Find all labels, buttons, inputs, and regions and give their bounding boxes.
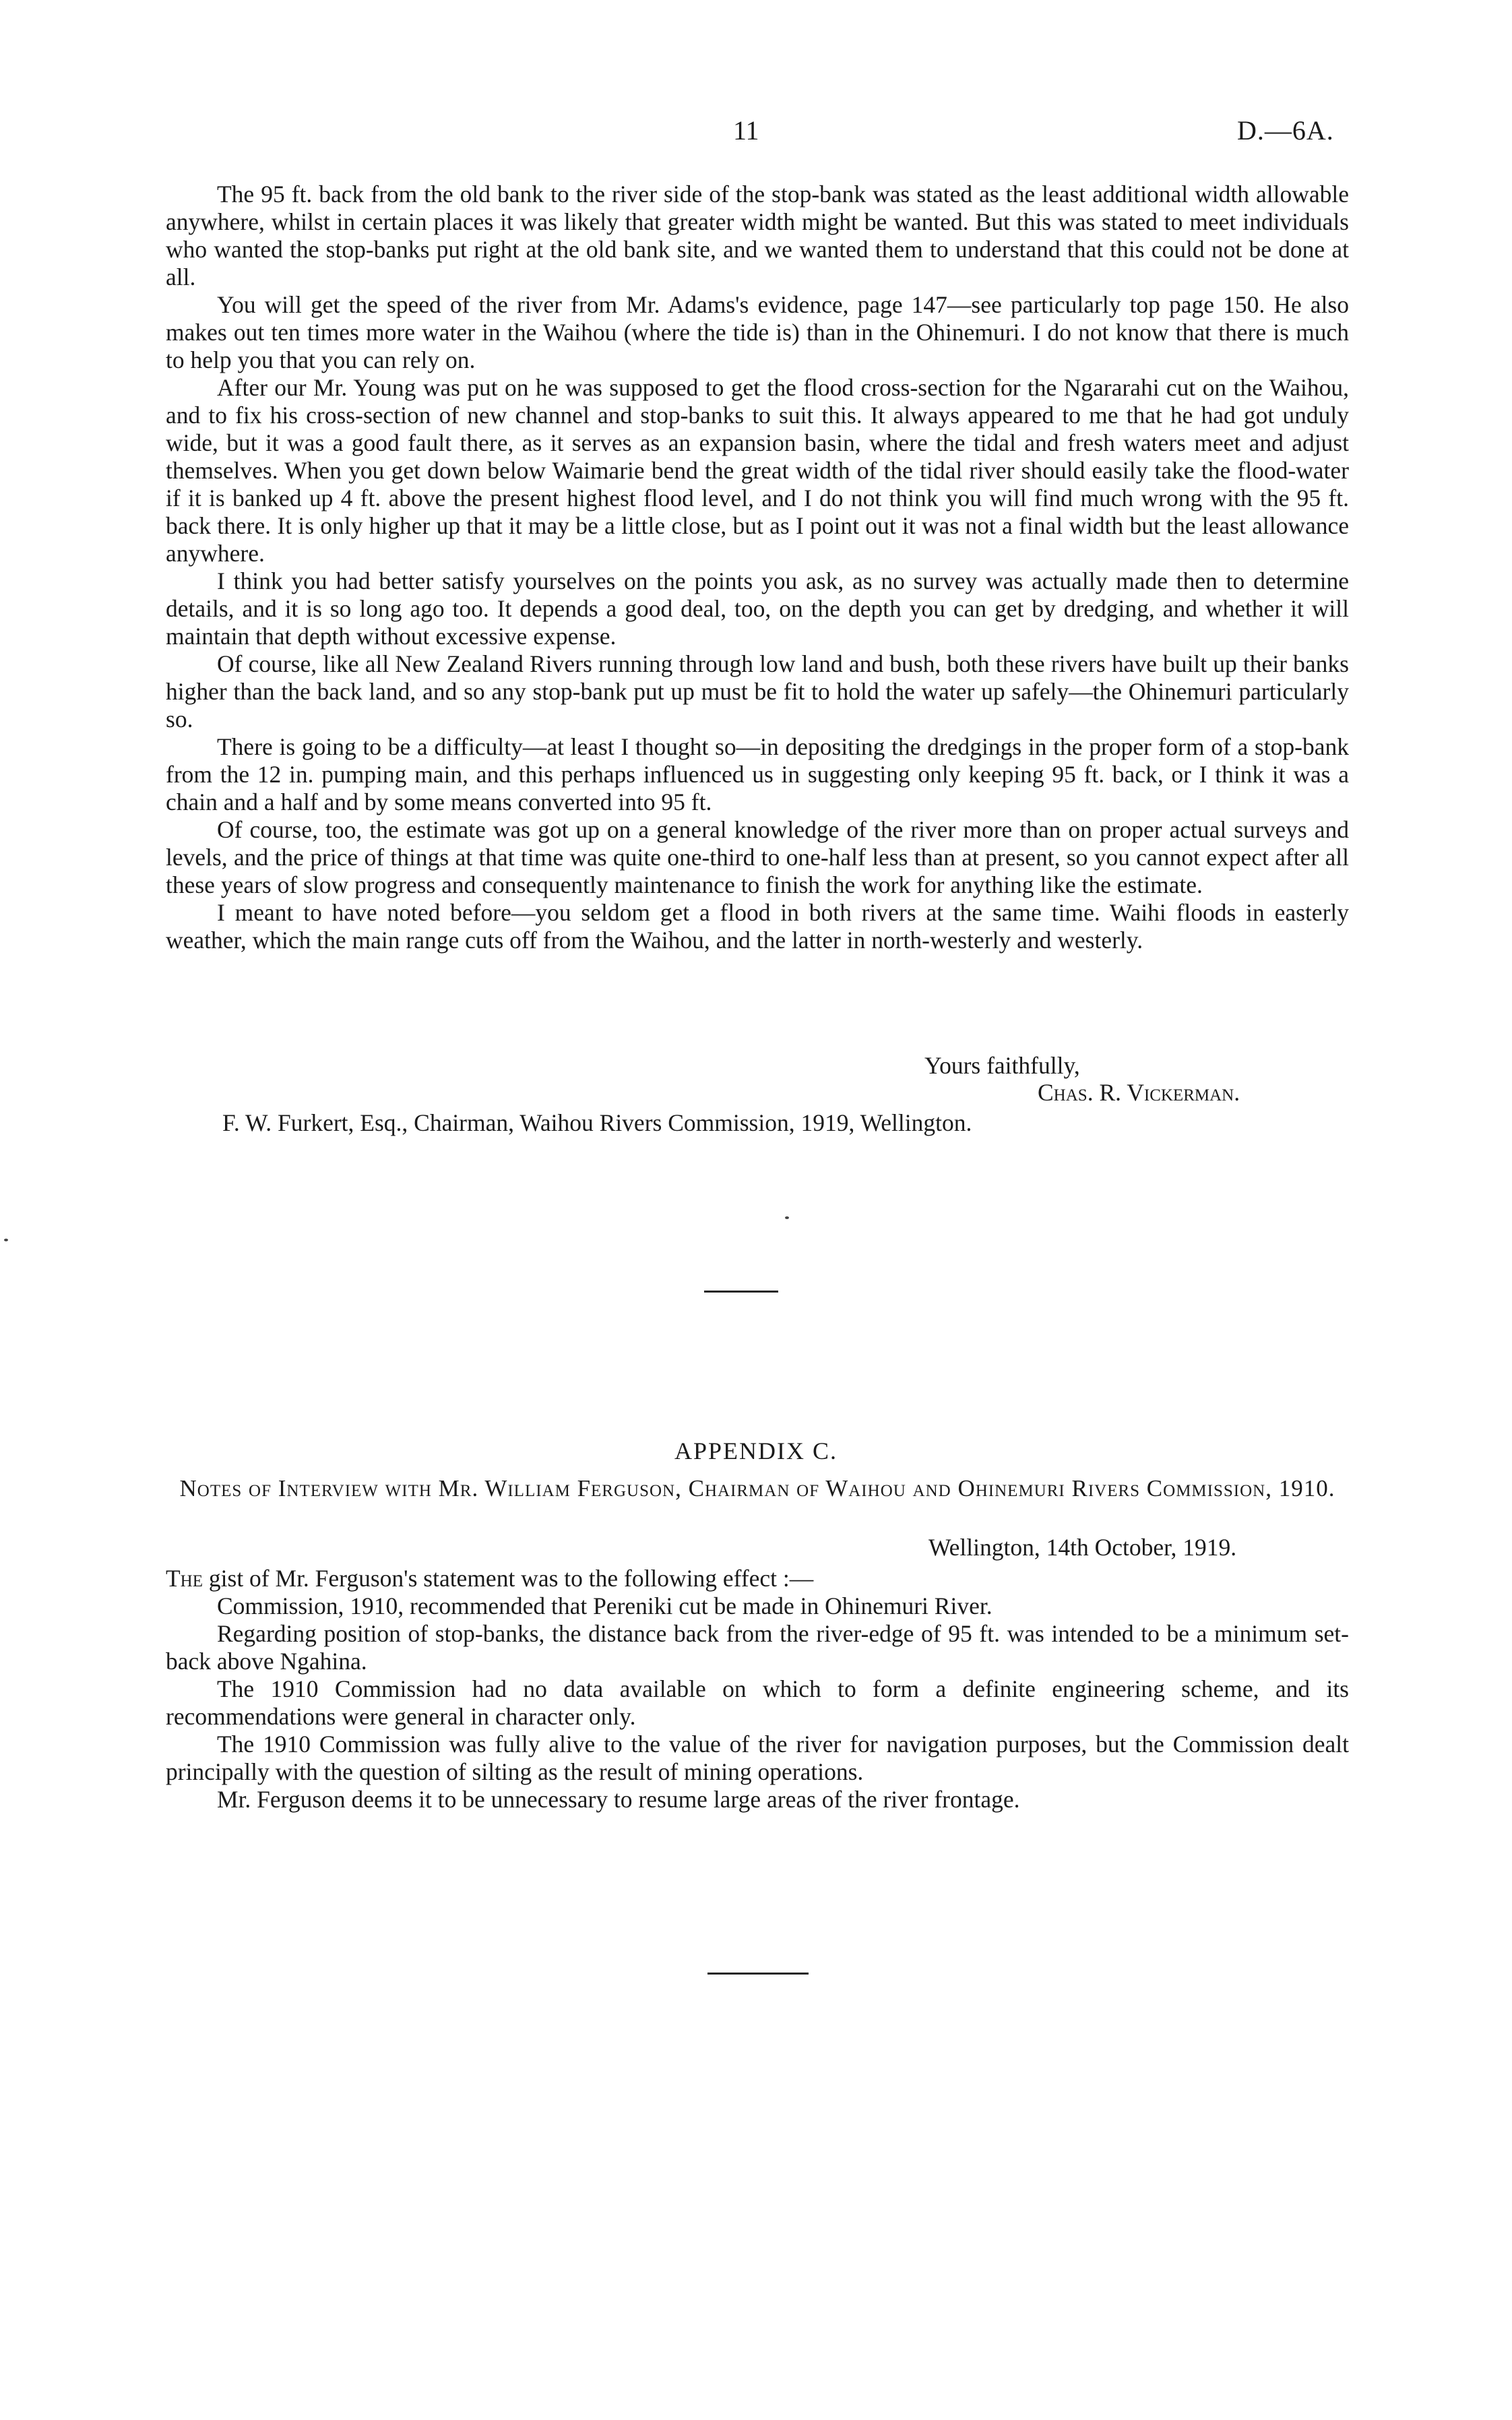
appendix-paragraph: Regarding position of stop-banks, the distance back from the river-edge of 95 ft. was intended to be a minimum set-back above Ngahina. xyxy=(166,1620,1349,1675)
letter-paragraph: The 95 ft. back from the old bank to the river side of the stop-bank was stated as the least additional width allowable anywhere, whilst in certain places it was likely that greater width might be wanted. But this was stated to meet individuals who wanted the stop-banks put right at the old bank site, and we wanted them to understand that this could not be done at all. xyxy=(166,181,1349,290)
page-header xyxy=(0,115,1512,155)
appendix-paragraph: Mr. Ferguson deems it to be unnecessary to resume large areas of the river frontage. xyxy=(217,1786,1020,1813)
appendix-lead xyxy=(166,1565,1349,1592)
section-divider xyxy=(707,1973,809,1975)
letter-paragraph: I think you had better satisfy yourselves on the points you ask, as no survey was actually made then to determine details, and it is so long ago too. It depends a good deal, too, on the depth you can get by dredging, and whether it will maintain that depth without excessive expense. xyxy=(166,567,1349,650)
appendix-subtitle: Notes of Interview with Mr. William Ferguson, Chairman of Waihou and Ohinemuri Rivers Commission, 1910. xyxy=(179,1475,1335,1501)
letter-paragraph: Of course, too, the estimate was got up on a general knowledge of the river more than on proper actual surveys and levels, and the price of things at that time was quite one-third to one-half less than at present, so you cannot expect after all these years of slow progress and consequently maintenance to finish the work for anything like the estimate. xyxy=(166,816,1349,898)
appendix-body xyxy=(166,1565,1349,1813)
letter-paragraph: There is going to be a difficulty—at least I thought so—in depositing the dredgings in the proper form of a stop-bank from the 12 in. pumping main, and this perhaps influenced us in suggesting only keeping 95 ft. back, or I think it was a chain and a half and by some means converted into 95 ft. xyxy=(166,733,1349,815)
letter-closing: Yours faithfully, xyxy=(924,1052,1080,1079)
letter-addressee: F. W. Furkert, Esq., Chairman, Waihou Rivers Commission, 1919, Wellington. xyxy=(222,1109,972,1136)
ink-speck xyxy=(785,1216,789,1219)
appendix-lead-word: The xyxy=(166,1565,203,1592)
page-number: 11 xyxy=(733,115,759,146)
ink-speck xyxy=(4,1239,8,1241)
letter-body xyxy=(166,181,1349,954)
appendix-paragraph: The 1910 Commission had no data available on which to form a definite engineering scheme, and its recommendations were general in character only. xyxy=(166,1675,1349,1730)
document-reference: D.—6A. xyxy=(1237,115,1334,146)
letter-signature: Chas. R. Vickerman. xyxy=(1038,1079,1240,1106)
appendix-title: APPENDIX C. xyxy=(674,1437,838,1464)
letter-paragraph: Of course, like all New Zealand Rivers running through low land and bush, both these rivers have built up their banks higher than the back land, and so any stop-bank put up must be fit to hold the water up safely—the Ohinemuri particularly so. xyxy=(166,650,1349,733)
section-divider xyxy=(704,1291,778,1293)
appendix-lead-text: gist of Mr. Ferguson's statement was to the following effect :— xyxy=(203,1565,814,1592)
appendix-paragraph: Commission, 1910, recommended that Pereniki cut be made in Ohinemuri River. xyxy=(217,1592,993,1619)
appendix-dateline: Wellington, 14th October, 1919. xyxy=(928,1534,1237,1561)
letter-paragraph: You will get the speed of the river from Mr. Adams's evidence, page 147—see particularly top page 150. He also makes out ten times more water in the Waihou (where the tide is) than in the Ohinemuri. I do not know that there is much to help you that you can rely on. xyxy=(166,291,1349,373)
letter-paragraph: I meant to have noted before—you seldom get a flood in both rivers at the same time. Waihi floods in easterly weather, which the main range cuts off from the Waihou, and the latter in north-westerly and westerly. xyxy=(166,899,1349,954)
letter-paragraph: After our Mr. Young was put on he was supposed to get the flood cross-section for the Ngararahi cut on the Waihou, and to fix his cross-section of new channel and stop-banks to suit this. It always appeared to me that he had got unduly wide, but it was a good fault there, as it serves as an expansion basin, where the tidal and fresh waters meet and adjust themselves. When you get down below Waimarie bend the great width of the tidal river should easily take the flood-water if it is banked up 4 ft. above the present highest flood level, and I do not think you will find much wrong with the 95 ft. back there. It is only higher up that it may be a little close, but as I point out it was not a final width but the least allowance anywhere. xyxy=(166,374,1349,567)
appendix-paragraph: The 1910 Commission was fully alive to the value of the river for navigation purposes, but the Commission dealt principally with the question of silting as the result of mining operations. xyxy=(166,1731,1349,1785)
